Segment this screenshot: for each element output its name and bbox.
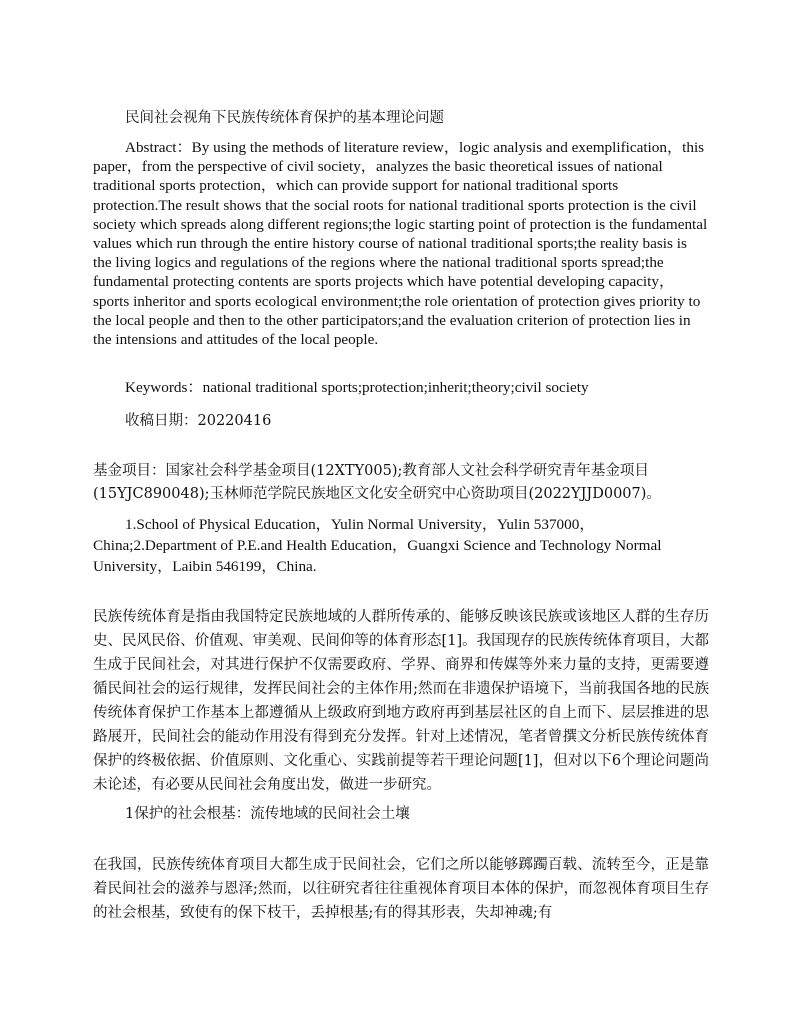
body-paragraph: 在我国，民族传统体育项目大都生成于民间社会，它们之所以能够踯躅百载、流转至今，正是靠着民间社会的滋养与恩泽;然而，以往研究者往往重视体育项目本体的保护，而忽视体育项目生存的社会根基，致使有的保下枝干，丢掉根基;有的得其形表，失却神魂;有 [93, 857, 709, 921]
received-date: 收稿日期：20220416 [125, 413, 272, 429]
affiliation: 1.School of Physical Education，Yulin Normal University，Yulin 537000，China;2.Department of P.E.and Health Education，Guangxi Science and Technology Normal University，Laibin 546199，China. [93, 516, 662, 575]
fund-info: 基金项目：国家社会科学基金项目(12XTY005);教育部人文社会科学研究青年基金项目(15YJC890048);玉林师范学院民族地区文化安全研究中心资助项目(2022YJJD0007)。 [93, 463, 661, 502]
keywords: Keywords：national traditional sports;protection;inherit;theory;civil society [125, 379, 589, 396]
section-heading-1: 1保护的社会根基：流传地域的民间社会土壤 [125, 806, 410, 822]
paper-title: 民间社会视角下民族传统体育保护的基本理论问题 [125, 110, 444, 126]
abstract: Abstract：By using the methods of literature review，logic analysis and exemplification，this paper，from the perspective of civil society，analyzes the basic theoretical issues of national traditional sports protection，which can provide support for national traditional sports protection.The result shows that the social roots for national traditional sports protection is the civil society which spreads along different regions;the logic starting point of protection is the fundamental values which run through the entire history course of national traditional sports;the reality basis is the living logics and regulations of the regions where the national traditional sports spread;the fundamental protecting contents are sports projects which have potential developing capacity，sports inheritor and sports ecological environment;the role orientation of protection gives priority to the local people and then to the other participators;and the evaluation criterion of protection lies in the intensions and attitudes of the local people. [93, 139, 708, 349]
intro-paragraph: 民族传统体育是指由我国特定民族地域的人群所传承的、能够反映该民族或该地区人群的生存历史、民风民俗、价值观、审美观、民间仰等的体育形态[1]。我国现存的民族传统体育项目，大都生成于民间社会，对其进行保护不仅需要政府、学界、商界和传媒等外来力量的支持，更需要遵循民间社会的运行规律，发挥民间社会的主体作用;然而在非遗保护语境下，当前我国各地的民族传统体育保护工作基本上都遵循从上级政府到地方政府再到基层社区的自上而下、层层推进的思路展开，民间社会的能动作用没有得到充分发挥。针对上述情况，笔者曾撰文分析民族传统体育保护的终极依据、价值原则、文化重心、实践前提等若干理论问题[1]，但对以下6个理论问题尚未论述，有必要从民间社会角度出发，做进一步研究。 [93, 609, 709, 793]
